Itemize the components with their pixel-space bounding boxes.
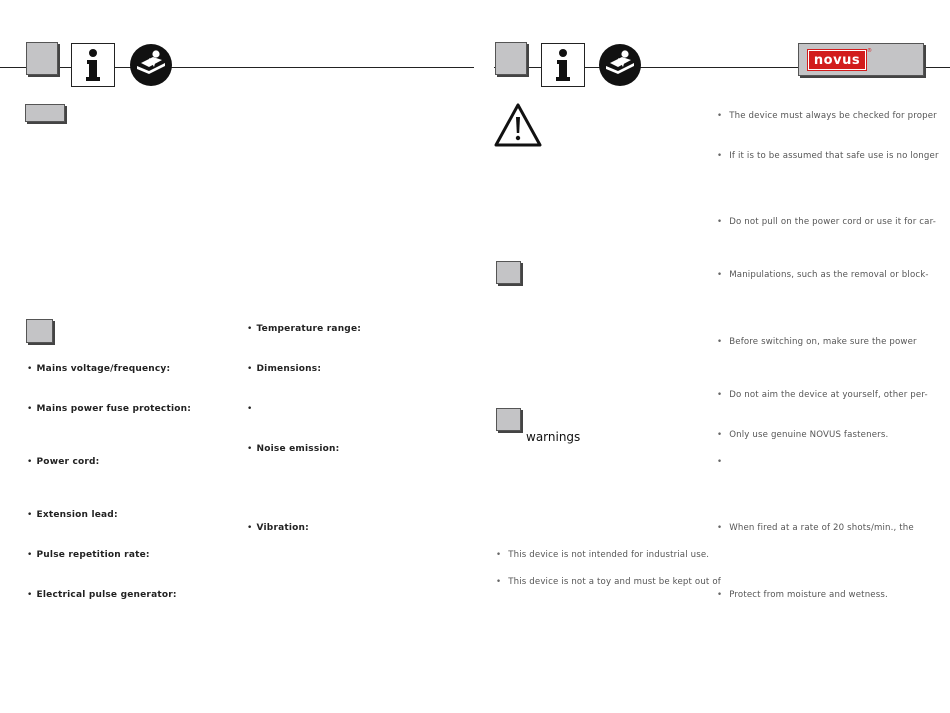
spec-power-cord: • Power cord:: [27, 457, 100, 467]
note-empty-bullet: •: [717, 457, 723, 467]
note-not-a-toy: • This device is not a toy and must be kept out of: [496, 577, 721, 587]
note-moisture: • Protect from moisture and wetness.: [717, 590, 888, 600]
note-genuine-fasteners: • Only use genuine NOVUS fasteners.: [717, 430, 889, 440]
note-not-industrial: • This device is not intended for industrial use.: [496, 550, 710, 560]
note-check-device: • The device must always be checked for proper: [717, 111, 937, 121]
spec-extension-lead: • Extension lead:: [27, 510, 118, 520]
read-manual-icon: [129, 43, 173, 87]
spec-vibration: • Vibration:: [247, 523, 309, 533]
spec-fuse-protection: • Mains power fuse protection:: [27, 404, 192, 414]
spec-mains-voltage: • Mains voltage/frequency:: [27, 364, 171, 374]
language-tab-left: [26, 42, 58, 75]
note-before-switching-on: • Before switching on, make sure the power: [717, 337, 917, 347]
note-power-cord: • Do not pull on the power cord or use it for car-: [717, 217, 936, 227]
section-box-safety: [496, 408, 521, 431]
novus-logo: novus: [808, 50, 866, 70]
spec-dimensions: • Dimensions:: [247, 364, 322, 374]
spec-pulse-generator: • Electrical pulse generator:: [27, 590, 177, 600]
note-do-not-aim: • Do not aim the device at yourself, other per-: [717, 390, 928, 400]
registered-mark: ®: [867, 48, 872, 54]
warning-triangle-icon: [494, 102, 542, 148]
read-manual-icon: [598, 43, 642, 87]
spec-pulse-rate: • Pulse repetition rate:: [27, 550, 150, 560]
spec-noise-emission: • Noise emission:: [247, 444, 340, 454]
section-box-specs: [26, 319, 53, 343]
note-safe-use: • If it is to be assumed that safe use is no longer: [717, 151, 939, 161]
info-icon: [71, 43, 115, 87]
section-box-intended-use: [496, 261, 521, 284]
warnings-heading: warnings: [526, 430, 581, 444]
brand-logo-box: [798, 43, 924, 76]
language-tab-right: [495, 42, 527, 75]
spec-weight: •: [247, 404, 253, 414]
spec-temperature-range: • Temperature range:: [247, 324, 362, 334]
note-fire-rate: • When fired at a rate of 20 shots/min., the: [717, 523, 914, 533]
section-box-intro: [25, 104, 65, 122]
info-icon: [541, 43, 585, 87]
note-manipulations: • Manipulations, such as the removal or block-: [717, 270, 929, 280]
